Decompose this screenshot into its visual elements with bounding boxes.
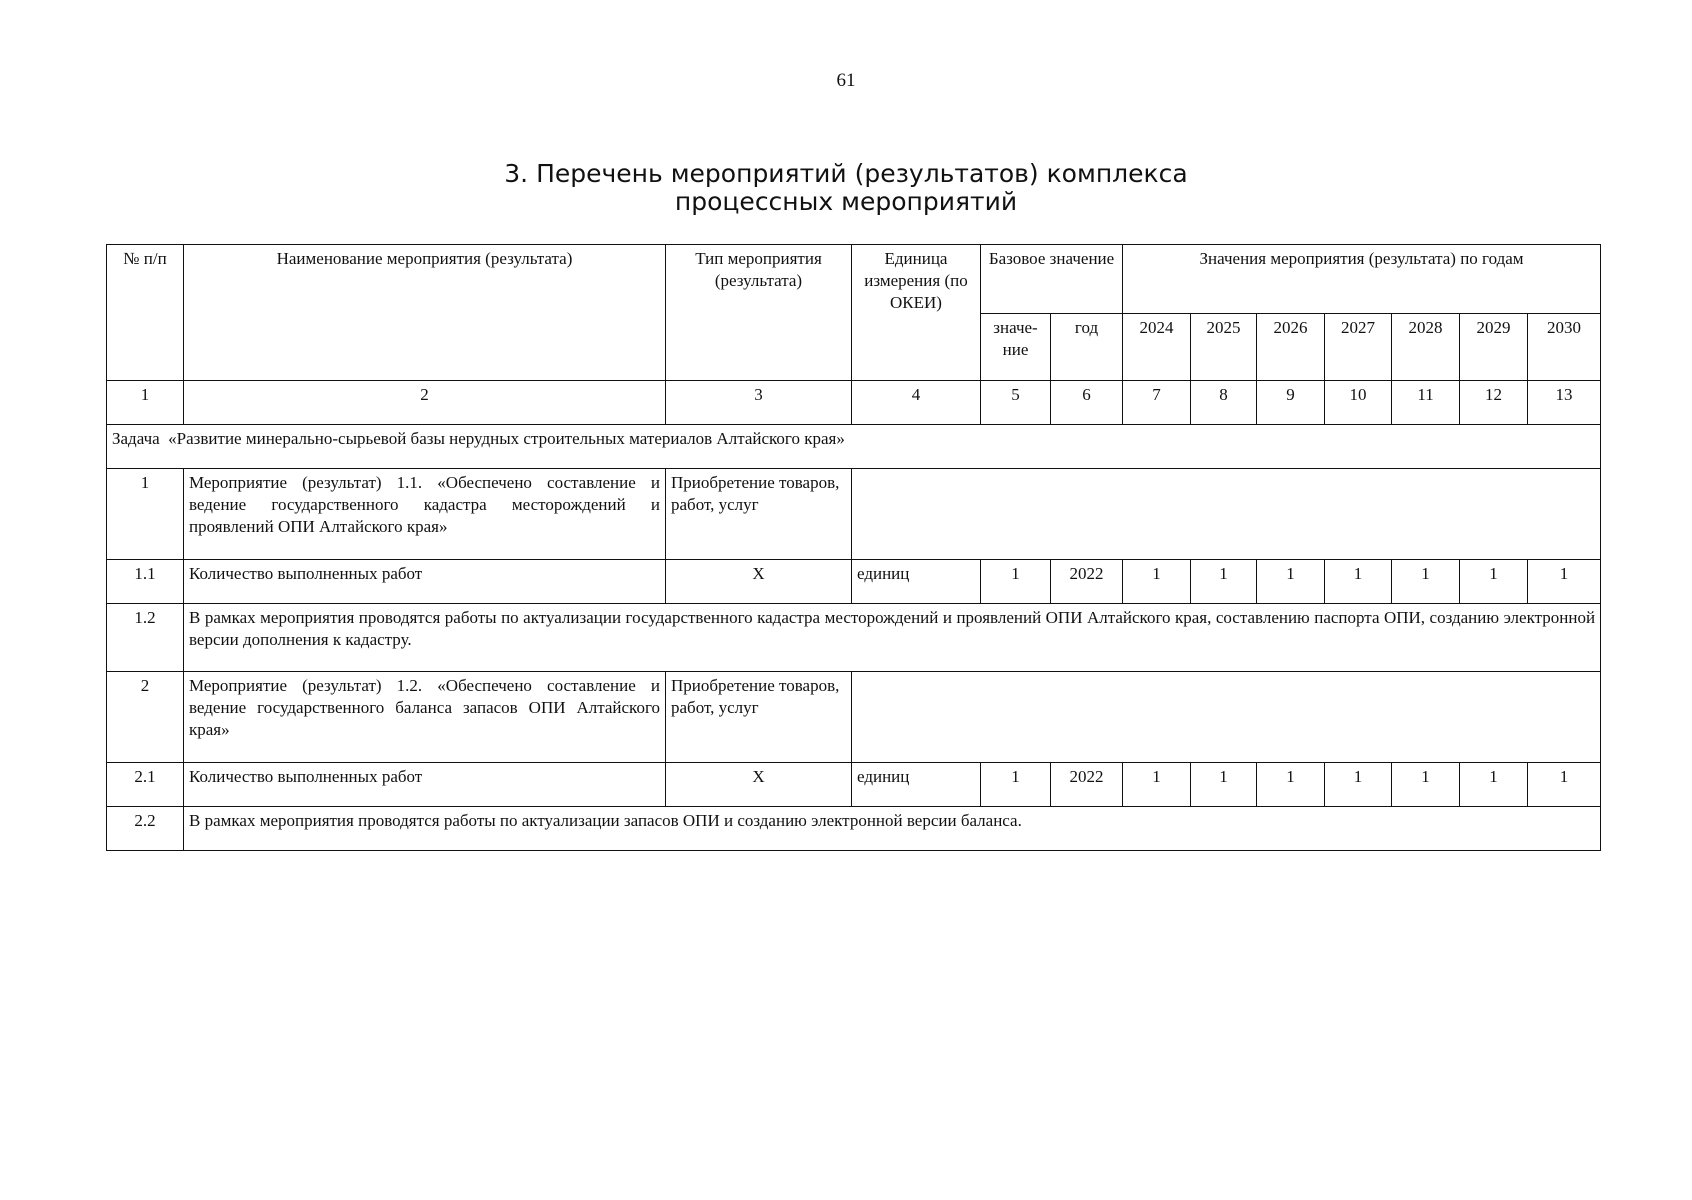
- year-value: 1: [1325, 763, 1392, 807]
- year-value: 1: [1257, 560, 1325, 604]
- header-base-value: значе-ние: [981, 314, 1051, 381]
- column-number: 1: [107, 381, 184, 425]
- result-name: Количество выполненных работ: [184, 763, 666, 807]
- measures-table: [106, 244, 1601, 851]
- header-type: Тип мероприятия (результата): [666, 245, 852, 381]
- year-value: 1: [1392, 560, 1460, 604]
- year-value: 1: [1325, 560, 1392, 604]
- result-type: X: [666, 763, 852, 807]
- header-year: 2026: [1257, 314, 1325, 381]
- result-name: Количество выполненных работ: [184, 560, 666, 604]
- column-number: 7: [1123, 381, 1191, 425]
- column-number: 12: [1460, 381, 1528, 425]
- header-no: № п/п: [107, 245, 184, 381]
- header-year: 2025: [1191, 314, 1257, 381]
- table-row: [107, 672, 1601, 763]
- column-number: 10: [1325, 381, 1392, 425]
- row-number: 1: [107, 469, 184, 560]
- column-number: 8: [1191, 381, 1257, 425]
- year-value: 1: [1191, 560, 1257, 604]
- year-value: 1: [1123, 763, 1191, 807]
- title-line-2: процессных мероприятий: [674, 187, 1018, 216]
- base-value: 1: [981, 560, 1051, 604]
- year-value: 1: [1191, 763, 1257, 807]
- base-year: 2022: [1051, 560, 1123, 604]
- header-values: Значения мероприятия (результата) по годам: [1123, 245, 1601, 314]
- year-value: 1: [1528, 763, 1601, 807]
- base-value: 1: [981, 763, 1051, 807]
- base-year: 2022: [1051, 763, 1123, 807]
- year-value: 1: [1460, 763, 1528, 807]
- unit: единиц: [852, 560, 981, 604]
- year-value: 1: [1392, 763, 1460, 807]
- column-number: 6: [1051, 381, 1123, 425]
- table-row: [107, 469, 1601, 560]
- year-value: 1: [1257, 763, 1325, 807]
- year-value: 1: [1528, 560, 1601, 604]
- measure-type: Приобретение товаров, работ, услуг: [666, 672, 852, 763]
- unit: единиц: [852, 763, 981, 807]
- measure-type: Приобретение товаров, работ, услуг: [666, 469, 852, 560]
- column-number: 11: [1392, 381, 1460, 425]
- column-number: 4: [852, 381, 981, 425]
- header-base: Базовое значение: [981, 245, 1123, 314]
- task-cell: [107, 425, 1601, 469]
- table-row: [107, 604, 1601, 672]
- header-year: 2024: [1123, 314, 1191, 381]
- task-label: Задача: [112, 429, 160, 448]
- result-type: X: [666, 560, 852, 604]
- table-row: [107, 763, 1601, 807]
- row-number: 1.2: [107, 604, 184, 672]
- column-number: 3: [666, 381, 852, 425]
- header-year: 2029: [1460, 314, 1528, 381]
- header-year: 2028: [1392, 314, 1460, 381]
- page-number: 61: [836, 70, 856, 91]
- measure-name: Мероприятие (результат) 1.2. «Обеспечено составление и ведение государственного баланса запасов ОПИ Алтайского края»: [184, 672, 666, 763]
- column-number: 13: [1528, 381, 1601, 425]
- header-year: 2027: [1325, 314, 1392, 381]
- title-line-1: 3. Перечень мероприятий (результатов) комплекса: [504, 159, 1188, 188]
- column-numbers-row: [107, 381, 1601, 425]
- column-number: 2: [184, 381, 666, 425]
- table-row: [107, 560, 1601, 604]
- header-base-year: год: [1051, 314, 1123, 381]
- description: В рамках мероприятия проводятся работы по актуализации запасов ОПИ и созданию электронной версии баланса.: [184, 807, 1601, 851]
- measure-name: Мероприятие (результат) 1.1. «Обеспечено составление и ведение государственного кадастра месторождений и проявлений ОПИ Алтайского края»: [184, 469, 666, 560]
- row-number: 2: [107, 672, 184, 763]
- table-row: [107, 807, 1601, 851]
- column-number: 5: [981, 381, 1051, 425]
- header-year: 2030: [1528, 314, 1601, 381]
- year-value: 1: [1123, 560, 1191, 604]
- page-title: [0, 160, 1692, 216]
- empty-cell: [852, 469, 1601, 560]
- task-text: «Развитие минерально-сырьевой базы нерудных строительных материалов Алтайского края»: [168, 429, 845, 448]
- row-number: 1.1: [107, 560, 184, 604]
- task-row: [107, 425, 1601, 469]
- header-name: Наименование мероприятия (результата): [184, 245, 666, 381]
- description: В рамках мероприятия проводятся работы по актуализации государственного кадастра месторождений и проявлений ОПИ Алтайского края, составлению паспорта ОПИ, созданию электронной версии дополнения к кадастру.: [184, 604, 1601, 672]
- year-value: 1: [1460, 560, 1528, 604]
- empty-cell: [852, 672, 1601, 763]
- row-number: 2.1: [107, 763, 184, 807]
- header-unit: Единица измерения (по ОКЕИ): [852, 245, 981, 381]
- column-number: 9: [1257, 381, 1325, 425]
- row-number: 2.2: [107, 807, 184, 851]
